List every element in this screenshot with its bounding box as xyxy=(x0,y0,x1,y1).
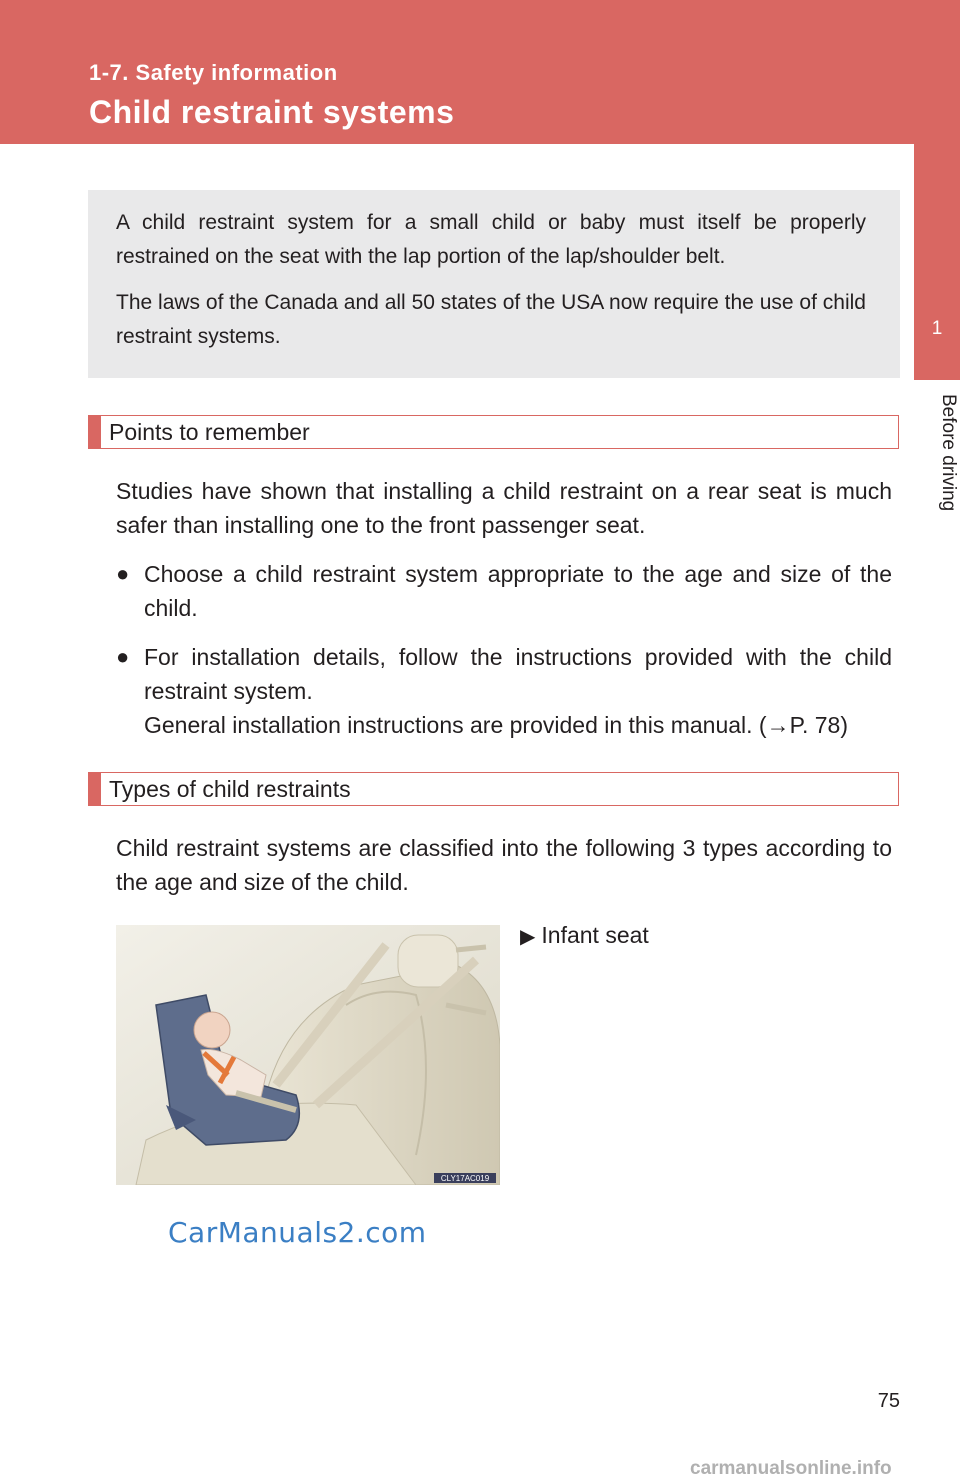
intro-box xyxy=(88,190,900,378)
types-paragraph: Child restraint systems are classified into the following 3 types according to the age and size of the child. xyxy=(116,835,892,895)
page-number: 75 xyxy=(877,1390,900,1412)
list-item xyxy=(116,557,892,625)
bullet-dot-icon: ● xyxy=(116,561,130,586)
bullet-dot-icon: ● xyxy=(116,644,130,669)
chapter-tab[interactable] xyxy=(914,144,960,380)
list-item xyxy=(116,640,892,742)
infant-seat-label xyxy=(520,918,649,954)
footer-watermark: carmanualsonline.info xyxy=(690,1458,892,1479)
points-paragraph: Studies have shown that installing a child restraint on a rear seat is much safer than installing one to the front passenger seat. xyxy=(116,478,892,538)
triangle-right-icon: ▶ xyxy=(520,926,536,948)
intro-paragraph: A child restraint system for a small child or baby must itself be properly restrained on the seat with the lap portion of the lap/shoulder belt. xyxy=(116,211,866,268)
page-reference-text[interactable]: General installation instructions are provided in this manual. (→P. 78) xyxy=(144,712,848,738)
watermark-text[interactable]: CarManuals2.com xyxy=(168,1216,427,1249)
infant-seat-illustration xyxy=(116,925,500,1185)
chapter-tab-caption: Before driving xyxy=(938,394,959,512)
points-heading: Points to remember xyxy=(88,415,899,449)
chapter-tab-number: 1 xyxy=(931,318,943,339)
bullet-text: Choose a child restraint system appropriate to the age and size of the child. xyxy=(144,561,892,621)
section-label: 1-7. Safety information xyxy=(89,60,338,85)
page-title: Child restraint systems xyxy=(89,94,455,130)
image-code-label: CLY17AC019 xyxy=(440,1174,490,1183)
types-heading: Types of child restraints xyxy=(88,772,899,806)
intro-paragraph: The laws of the Canada and all 50 states of the USA now require the use of child restraint systems. xyxy=(116,291,866,348)
bullet-text: For installation details, follow the instructions provided with the child restraint system. xyxy=(144,644,892,704)
infant-seat-label-text: Infant seat xyxy=(541,922,649,948)
